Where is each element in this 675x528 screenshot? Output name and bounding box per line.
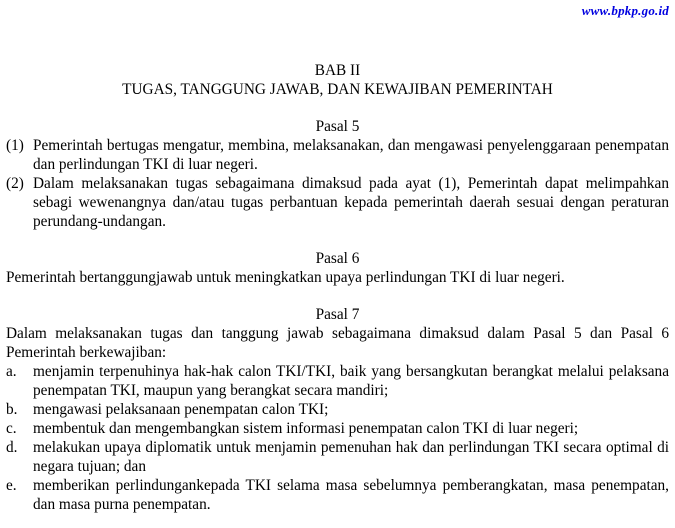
item-marker: (1) xyxy=(6,137,24,154)
item-text: mengawasi pelaksanaan penempatan calon TKI; xyxy=(33,401,329,418)
pasal-7-item xyxy=(6,476,669,514)
item-text: Dalam melaksanakan tugas sebagaimana dimaksud pada ayat (1), Pemerintah dapat melimpahkan sebagi wewenangnya dan/atau tugas perbantuan kepada pemerintah daerah sesuai dengan peraturan perundang-undangan. xyxy=(33,175,669,230)
pasal-5-heading: Pasal 5 xyxy=(315,118,360,135)
item-text: membentuk dan mengembangkan sistem informasi penempatan calon TKI di luar negeri; xyxy=(33,420,579,437)
item-marker: b. xyxy=(6,401,18,418)
item-marker: d. xyxy=(6,439,18,456)
pasal-7-intro: Dalam melaksanakan tugas dan tanggung jawab sebagaimana dimaksud dalam Pasal 5 dan Pasal 6 Pemerintah berkewajiban: xyxy=(6,325,669,361)
pasal-6-heading: Pasal 6 xyxy=(315,250,360,267)
item-marker: (2) xyxy=(6,175,24,192)
document-body xyxy=(6,61,669,514)
item-marker: a. xyxy=(6,363,17,380)
pasal-7-item xyxy=(6,400,669,419)
chapter-title: TUGAS, TANGGUNG JAWAB, DAN KEWAJIBAN PEMERINTAH xyxy=(122,81,553,98)
pasal-5-item xyxy=(6,174,669,231)
pasal-5-item xyxy=(6,136,669,174)
pasal-7-item xyxy=(6,438,669,476)
chapter-number: BAB II xyxy=(314,62,361,79)
pasal-7-heading: Pasal 7 xyxy=(315,306,360,323)
item-text: melakukan upaya diplomatik untuk menjamin pemenuhan hak dan perlindungan TKI secara optimal di negara tujuan; dan xyxy=(33,439,669,475)
bpkp-watermark: www.bpkp.go.id xyxy=(581,3,669,18)
item-text: Pemerintah bertugas mengatur, membina, melaksanakan, dan mengawasi penyelenggaraan penempatan dan perlindungan TKI di luar negeri. xyxy=(33,137,669,173)
item-text: memberikan perlindungankepada TKI selama masa sebelumnya pemberangkatan, masa penempatan, dan masa purna penempatan. xyxy=(33,477,669,513)
item-marker: e. xyxy=(6,477,17,494)
pasal-6-text: Pemerintah bertanggungjawab untuk meningkatkan upaya perlindungan TKI di luar negeri. xyxy=(6,269,565,286)
pasal-7-item xyxy=(6,362,669,400)
pasal-7-item xyxy=(6,419,669,438)
item-text: menjamin terpenuhinya hak-hak calon TKI/TKI, baik yang bersangkutan berangkat melalui pelaksana penempatan TKI, maupun yang berangkat secara mandiri; xyxy=(33,363,669,399)
item-marker: c. xyxy=(6,420,17,437)
